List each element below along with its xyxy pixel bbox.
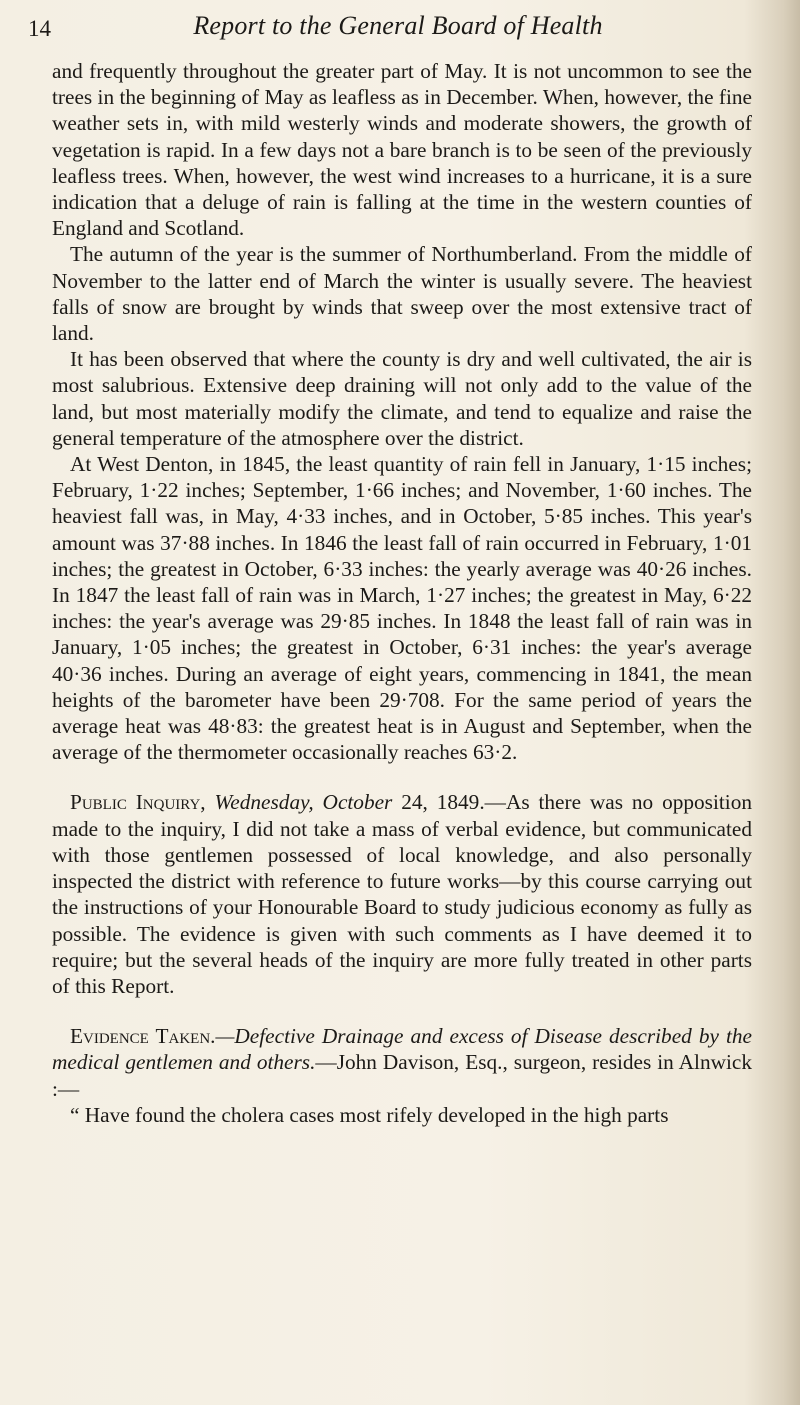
paragraph-autumn: The autumn of the year is the summer of Northumberland. From the middle of November to the latter end of March the winter is usually severe. The heaviest falls of snow are brought by winds that sweep over the most extensive tract of land. bbox=[52, 242, 752, 346]
body-text bbox=[52, 58, 752, 1128]
page-header bbox=[28, 6, 768, 46]
paragraph-public-inquiry bbox=[52, 789, 752, 999]
paragraph-quotation-start: “ Have found the cholera cases most rifely developed in the high parts bbox=[70, 1102, 669, 1127]
inquiry-date-rest: 24, 1849. bbox=[401, 790, 485, 815]
public-inquiry-heading: Public Inquiry, bbox=[70, 790, 206, 815]
evidence-subject: —Defective Drainage and excess of Disease described by the medical gentlemen and others. bbox=[52, 1024, 752, 1075]
paragraph-rainfall-statistics: At West Denton, in 1845, the least quantity of rain fell in January, 1·15 inches; February, 1·22 inches; September, 1·66 inches; and November, 1·60 inches. The heaviest fall was, in May, 4·33 inches, and in October, 5·85 inches. This year's amount was 37·88 inches. In 1846 the least fall of rain occurred in February, 1·01 inches; the greatest in October, 6·33 inches: the yearly average was 40·26 inches. In 1847 the least fall of rain was in March, 1·27 inches; the greatest in May, 6·22 inches: the year's average was 29·85 inches. In 1848 the least fall of rain was in January, 1·05 inches; the greatest in October, 6·31 inches: the year's average 40·36 inches. During an average of eight years, commencing in 1841, the mean heights of the barometer have been 29·708. For the same period of years the average heat was 48·83: the greatest heat is in August and September, when the average of the thermometer occasionally reaches 63·2. bbox=[52, 452, 752, 765]
paragraph-drainage-climate: It has been observed that where the county is dry and well cultivated, the air is most salubrious. Extensive deep draining will not only add to the value of the land, but most materially modify the climate, and tend to equalize and raise the general temperature of the atmosphere over the district. bbox=[52, 347, 752, 450]
public-inquiry-text: —As there was no opposition made to the inquiry, I did not take a mass of verbal evidence, but communicated with those gentlemen possessed of local knowledge, and also personally inspected the district with reference to future works—by this course carrying out the instructions of your Honourable Board to study judicious economy as fully as possible. The evidence is given with such comments as I have deemed it to require; but the several heads of the inquiry are more fully treated in other parts of this Report. bbox=[52, 790, 753, 998]
running-title: Report to the General Board of Health bbox=[193, 11, 603, 40]
page-number: 14 bbox=[28, 16, 51, 41]
inquiry-date: Wednesday, October bbox=[214, 790, 393, 815]
section-gap bbox=[52, 999, 752, 1023]
section-gap bbox=[52, 765, 752, 789]
paragraph-evidence-taken bbox=[52, 1023, 752, 1102]
evidence-taken-heading: Evidence Taken. bbox=[70, 1024, 216, 1049]
evidence-witness: —John Davison, Esq., surgeon, resides in Alnwick :— bbox=[52, 1050, 752, 1101]
paragraph-may-weather: and frequently throughout the greater part of May. It is not uncommon to see the trees in the beginning of May as leafless as in December. When, however, the fine weather sets in, with mild westerly winds and moderate showers, the growth of vegetation is rapid. In a few days not a bare branch is to be seen of the previously leafless trees. When, however, the west wind increases to a hurricane, it is a sure indication that a deluge of rain is falling at the time in the western counties of England and Scotland. bbox=[52, 59, 752, 241]
